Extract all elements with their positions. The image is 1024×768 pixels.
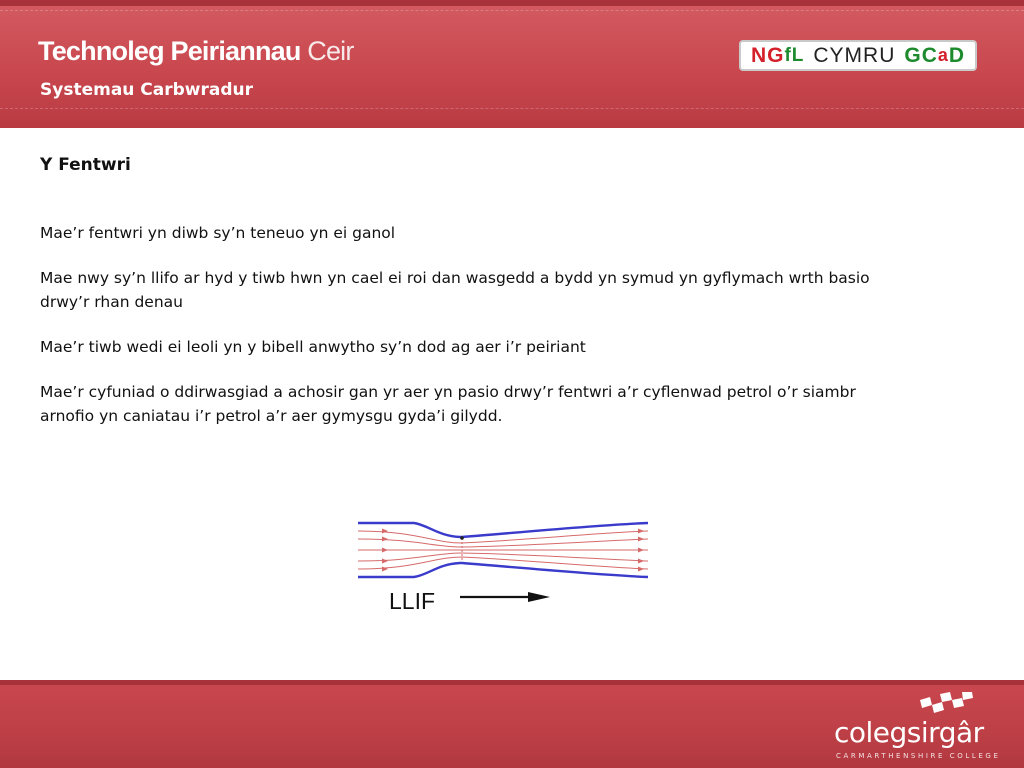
page-subtitle: Systemau Carbwradur (40, 80, 254, 100)
slide-content (40, 155, 900, 449)
header-stitch-bottom (0, 108, 1024, 109)
paragraph-1: Mae’r fentwri yn diwb sy’n teneuo yn ei ganol (40, 224, 396, 242)
logo-ngfl-fl: fL (784, 44, 805, 66)
logo-cymru: CYMRU (813, 43, 896, 67)
flow-streamlines (358, 531, 648, 569)
section-heading: Y Fentwri (40, 155, 131, 175)
college-logo-name: colegsirgâr (834, 716, 984, 749)
flow-label: LLIF (389, 588, 436, 614)
venturi-upper-wall (358, 523, 648, 537)
page-title (38, 36, 354, 67)
chequered-flag-icon (918, 692, 974, 718)
venturi-lower-wall (358, 563, 648, 577)
flow-arrow-head-icon (528, 592, 550, 602)
title-light: Ceir (307, 36, 354, 66)
ngfl-cymru-gcad-logo (739, 40, 977, 71)
title-bold: Technoleg Peiriannau (38, 36, 301, 66)
logo-gcad-d: D (948, 43, 966, 67)
paragraph-3: Mae’r tiwb wedi ei leoli yn y bibell anwytho sy’n dod ag aer i’r peiriant (40, 338, 586, 356)
logo-ngfl-ng: NG (750, 43, 785, 67)
paragraph-2: Mae nwy sy’n llifo ar hyd y tiwb hwn yn cael ei roi dan wasgedd a bydd yn symud yn gyflymach wrth basio drwy’r rhan denau (40, 269, 870, 311)
throat-dot (460, 536, 464, 540)
college-logo-subtitle: CARMARTHENSHIRE COLLEGE (836, 752, 1001, 760)
header-stitch-top (0, 10, 1024, 11)
logo-gcad-a: a (937, 45, 949, 65)
paragraph-4: Mae’r cyfuniad o ddirwasgiad a achosir gan yr aer yn pasio drwy’r fentwri a’r cyflenwad petrol o’r siambr arnofio yn caniatau i’r petrol a’r aer gymysgu gyda’i gilydd. (40, 383, 856, 425)
logo-gcad-gc: GC (904, 43, 938, 67)
